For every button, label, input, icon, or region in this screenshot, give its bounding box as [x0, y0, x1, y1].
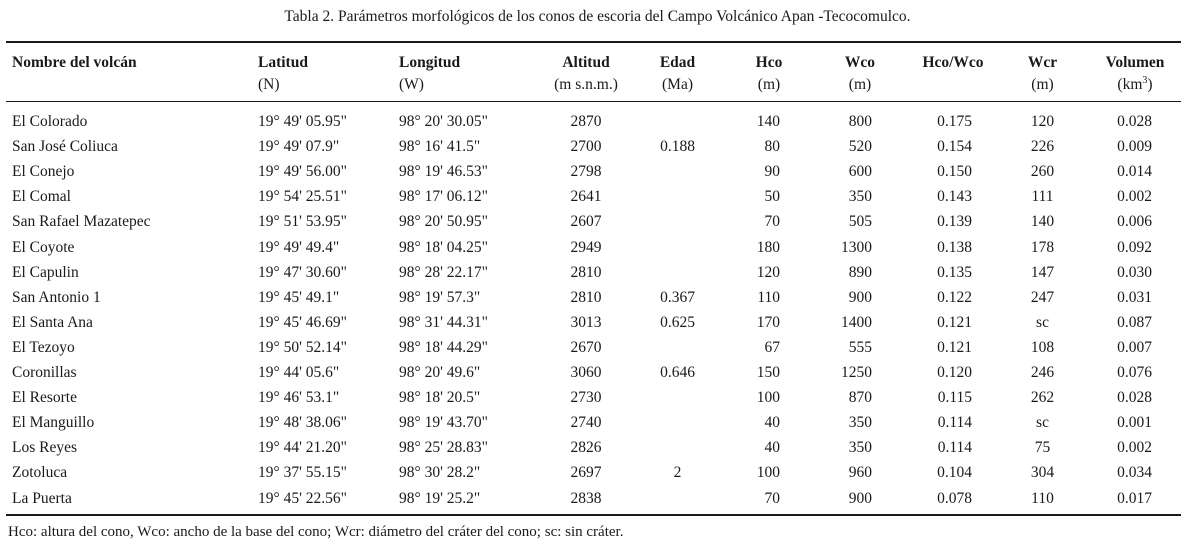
cell-hco: 70 — [764, 213, 780, 231]
table-row — [0, 335, 1195, 360]
table-row — [0, 235, 1195, 260]
cell-name: El Conejo — [12, 163, 75, 181]
cell-ratio: 0.138 — [937, 238, 972, 256]
cell-vol: 0.006 — [1117, 213, 1152, 231]
cell-alt: 2826 — [570, 439, 602, 457]
cell-wcr: 262 — [1030, 389, 1055, 407]
table-row — [0, 310, 1195, 335]
column-header-label: Volumen — [1105, 54, 1165, 71]
cell-lat: 19° 49' 05.95" — [258, 113, 347, 130]
cell-wcr: 178 — [1030, 238, 1055, 256]
cell-wco: 1400 — [841, 313, 872, 331]
cell-hco: 40 — [764, 414, 780, 432]
table-row — [0, 360, 1195, 385]
cell-ratio: 0.150 — [937, 163, 972, 181]
table-row — [0, 109, 1195, 134]
cell-ratio: 0.139 — [937, 213, 972, 231]
cell-vol: 0.030 — [1117, 263, 1152, 281]
cell-name: San José Coliuca — [12, 138, 118, 156]
cell-vol: 0.017 — [1117, 489, 1152, 507]
cell-wcr: sc — [1036, 313, 1049, 331]
cell-vol: 0.001 — [1117, 414, 1152, 432]
column-header-unit: (Ma) — [662, 76, 693, 93]
cell-lat: 19° 44' 05.6" — [258, 364, 340, 381]
cell-name: El Coyote — [12, 238, 75, 256]
column-header-name — [12, 52, 137, 74]
cell-name: Coronillas — [12, 364, 77, 381]
table-row — [0, 285, 1195, 310]
cell-wcr: 120 — [1030, 113, 1055, 130]
cell-lat: 19° 37' 55.15" — [258, 464, 347, 482]
column-header-label: Hco/Wco — [922, 54, 984, 71]
cell-ratio: 0.154 — [937, 138, 972, 156]
unit-text: (km — [1117, 76, 1143, 93]
cell-ratio: 0.114 — [937, 414, 972, 432]
cell-vol: 0.028 — [1117, 389, 1152, 407]
cell-edad: 0.646 — [660, 364, 695, 381]
cell-edad: 0.188 — [660, 138, 695, 156]
cell-vol: 0.014 — [1117, 163, 1152, 181]
cell-lon: 98° 31' 44.31" — [399, 313, 488, 331]
cell-vol: 0.002 — [1117, 188, 1152, 206]
cell-alt: 2740 — [570, 414, 602, 432]
cell-lon: 98° 19' 25.2" — [399, 489, 481, 507]
cell-lon: 98° 19' 57.3" — [399, 288, 481, 306]
cell-lat: 19° 49' 49.4" — [258, 238, 340, 256]
table-footnote: Hco: altura del cono, Wco: ancho de la base del cono; Wcr: diámetro del cráter del cono; sc: sin cráter. — [8, 524, 624, 540]
cell-lon: 98° 18' 04.25" — [399, 238, 488, 256]
cell-vol: 0.031 — [1117, 288, 1152, 306]
unit-close: ) — [1147, 76, 1153, 93]
column-header-lat — [258, 52, 308, 96]
cell-lat: 19° 50' 52.14" — [258, 338, 347, 356]
cell-alt: 2670 — [570, 338, 602, 356]
cell-hco: 67 — [764, 338, 780, 356]
cell-hco: 180 — [756, 238, 780, 256]
cell-name: El Resorte — [12, 389, 77, 407]
column-header-ratio — [908, 52, 998, 74]
cell-wcr: 111 — [1031, 188, 1054, 206]
column-header-unit: (m) — [757, 76, 781, 93]
cell-hco: 110 — [757, 288, 780, 306]
cell-hco: 90 — [764, 163, 780, 181]
cell-lat: 19° 45' 46.69" — [258, 313, 347, 331]
cell-vol: 0.034 — [1117, 464, 1152, 482]
cell-lat: 19° 47' 30.60" — [258, 263, 347, 281]
cell-name: Los Reyes — [12, 439, 78, 457]
cell-alt: 2838 — [570, 489, 602, 507]
cell-wco: 350 — [848, 188, 872, 206]
column-header-alt — [540, 52, 632, 96]
cell-vol: 0.009 — [1117, 138, 1152, 156]
cell-lon: 98° 17' 06.12" — [399, 188, 488, 206]
cell-alt: 3013 — [570, 313, 602, 331]
cell-lon: 98° 19' 46.53" — [399, 163, 488, 181]
column-header-lon — [399, 52, 460, 96]
cell-wco: 800 — [848, 113, 872, 130]
cell-lat: 19° 49' 07.9" — [258, 138, 340, 156]
cell-name: El Colorado — [12, 113, 88, 130]
cell-lat: 19° 46' 53.1" — [258, 389, 340, 407]
column-header-label: Nombre del volcán — [12, 54, 137, 71]
cell-alt: 2697 — [570, 464, 602, 482]
cell-ratio: 0.122 — [937, 288, 972, 306]
cell-wco: 350 — [848, 414, 872, 432]
column-header-unit: (m) — [1031, 76, 1054, 93]
cell-lon: 98° 20' 49.6" — [399, 364, 481, 381]
cell-name: El Comal — [12, 188, 71, 206]
table-row — [0, 435, 1195, 460]
cell-wco: 890 — [848, 263, 872, 281]
cell-hco: 40 — [764, 439, 780, 457]
cell-ratio: 0.175 — [937, 113, 972, 130]
column-header-label: Latitud — [258, 54, 308, 71]
cell-alt: 3060 — [570, 364, 602, 381]
column-header-vol — [1095, 52, 1175, 96]
cell-alt: 2798 — [570, 163, 602, 181]
table-row — [0, 385, 1195, 410]
table-bottom-rule — [6, 514, 1181, 516]
column-header-unit: (m) — [848, 76, 872, 93]
cell-alt: 2700 — [570, 138, 602, 156]
column-header-label: Wco — [844, 54, 876, 71]
table-row — [0, 486, 1195, 511]
column-header-edad — [645, 52, 710, 96]
cell-edad: 2 — [673, 464, 682, 482]
column-header-wcr — [1020, 52, 1065, 96]
cell-name: El Santa Ana — [12, 313, 93, 331]
cell-name: San Rafael Mazatepec — [12, 213, 151, 231]
cell-hco: 140 — [756, 113, 780, 130]
cell-hco: 80 — [764, 138, 780, 156]
cell-lat: 19° 48' 38.06" — [258, 414, 347, 432]
cell-alt: 2810 — [570, 263, 602, 281]
cell-wco: 900 — [848, 288, 872, 306]
cell-vol: 0.007 — [1117, 338, 1152, 356]
cell-alt: 2870 — [570, 113, 602, 130]
cell-lat: 19° 51' 53.95" — [258, 213, 347, 231]
cell-alt: 2607 — [570, 213, 602, 231]
column-header-label: Edad — [659, 54, 696, 71]
unit-superscript: 3 — [1142, 75, 1148, 86]
cell-vol: 0.087 — [1117, 313, 1152, 331]
cell-ratio: 0.114 — [937, 439, 972, 457]
cell-hco: 170 — [756, 313, 780, 331]
cell-wco: 555 — [848, 338, 872, 356]
cell-wcr: 304 — [1030, 464, 1055, 482]
cell-lat: 19° 45' 22.56" — [258, 489, 347, 507]
cell-lon: 98° 18' 44.29" — [399, 338, 488, 356]
cell-wcr: 75 — [1034, 439, 1051, 457]
cell-ratio: 0.121 — [937, 338, 972, 356]
cell-hco: 120 — [756, 263, 780, 281]
table-row — [0, 159, 1195, 184]
cell-ratio: 0.078 — [937, 489, 972, 507]
cell-ratio: 0.143 — [937, 188, 972, 206]
cell-ratio: 0.121 — [937, 313, 972, 331]
cell-wco: 350 — [848, 439, 872, 457]
column-header-label: Altitud — [562, 54, 610, 71]
table-caption: Tabla 2. Parámetros morfológicos de los conos de escoria del Campo Volcánico Apan -Tecocomulco. — [284, 8, 911, 25]
column-header-label: Hco — [755, 54, 783, 71]
column-header-hco — [740, 52, 798, 96]
column-header-unit: (W) — [399, 76, 424, 93]
cell-hco: 50 — [764, 188, 780, 206]
cell-wcr: 247 — [1030, 288, 1055, 306]
cell-name: El Manguillo — [12, 414, 95, 432]
cell-wco: 600 — [848, 163, 872, 181]
cell-wcr: 147 — [1030, 263, 1055, 281]
column-header-label: Wcr — [1027, 54, 1058, 71]
cell-hco: 100 — [756, 389, 780, 407]
cell-wco: 1250 — [841, 364, 872, 381]
cell-lat: 19° 49' 56.00" — [258, 163, 347, 181]
cell-ratio: 0.135 — [937, 263, 972, 281]
table-row — [0, 460, 1195, 485]
cell-wco: 520 — [848, 138, 872, 156]
column-header-unit: (m s.n.m.) — [554, 76, 618, 93]
cell-lon: 98° 18' 20.5" — [399, 389, 481, 407]
cell-wcr: 110 — [1031, 489, 1054, 507]
cell-ratio: 0.120 — [937, 364, 972, 381]
cell-vol: 0.076 — [1117, 364, 1152, 381]
table-row — [0, 260, 1195, 285]
cell-wco: 870 — [848, 389, 872, 407]
cell-wco: 960 — [848, 464, 872, 482]
cell-lat: 19° 44' 21.20" — [258, 439, 347, 457]
cell-lon: 98° 20' 30.05" — [399, 113, 488, 130]
cell-name: Zotoluca — [12, 464, 68, 482]
cell-vol: 0.092 — [1117, 238, 1152, 256]
table-row — [0, 209, 1195, 234]
cell-edad: 0.367 — [660, 288, 695, 306]
cell-wco: 1300 — [841, 238, 872, 256]
cell-alt: 2641 — [570, 188, 602, 206]
column-header-unit — [1095, 74, 1175, 96]
cell-lon: 98° 25' 28.83" — [399, 439, 488, 457]
table-top-rule — [6, 41, 1181, 43]
cell-lon: 98° 20' 50.95" — [399, 213, 488, 231]
header-divider-rule — [6, 101, 1181, 102]
cell-alt: 2730 — [570, 389, 602, 407]
cell-vol: 0.028 — [1117, 113, 1152, 130]
cell-lat: 19° 54' 25.51" — [258, 188, 347, 206]
cell-name: El Capulin — [12, 263, 79, 281]
cell-name: La Puerta — [12, 489, 72, 507]
cell-hco: 100 — [756, 464, 780, 482]
cell-wco: 900 — [848, 489, 872, 507]
cell-lat: 19° 45' 49.1" — [258, 288, 340, 306]
cell-wcr: sc — [1036, 414, 1049, 432]
cell-wco: 505 — [848, 213, 872, 231]
cell-name: San Antonio 1 — [12, 288, 101, 306]
table-row — [0, 410, 1195, 435]
cell-hco: 70 — [764, 489, 780, 507]
cell-wcr: 260 — [1030, 163, 1055, 181]
cell-wcr: 246 — [1030, 364, 1055, 381]
column-header-wco — [830, 52, 890, 96]
cell-edad: 0.625 — [660, 313, 695, 331]
cell-ratio: 0.104 — [937, 464, 972, 482]
cell-wcr: 140 — [1030, 213, 1055, 231]
table-row — [0, 134, 1195, 159]
cell-lon: 98° 19' 43.70" — [399, 414, 488, 432]
cell-hco: 150 — [756, 364, 780, 381]
cell-lon: 98° 16' 41.5" — [399, 138, 481, 156]
cell-vol: 0.002 — [1117, 439, 1152, 457]
cell-lon: 98° 28' 22.17" — [399, 263, 488, 281]
cell-name: El Tezoyo — [12, 338, 75, 356]
cell-lon: 98° 30' 28.2" — [399, 464, 481, 482]
cell-wcr: 108 — [1030, 338, 1055, 356]
cell-wcr: 226 — [1030, 138, 1055, 156]
cell-alt: 2949 — [570, 238, 602, 256]
column-header-label: Longitud — [399, 54, 461, 71]
table-row — [0, 184, 1195, 209]
column-header-unit: (N) — [258, 76, 280, 93]
cell-ratio: 0.115 — [937, 389, 972, 407]
cell-alt: 2810 — [570, 288, 602, 306]
